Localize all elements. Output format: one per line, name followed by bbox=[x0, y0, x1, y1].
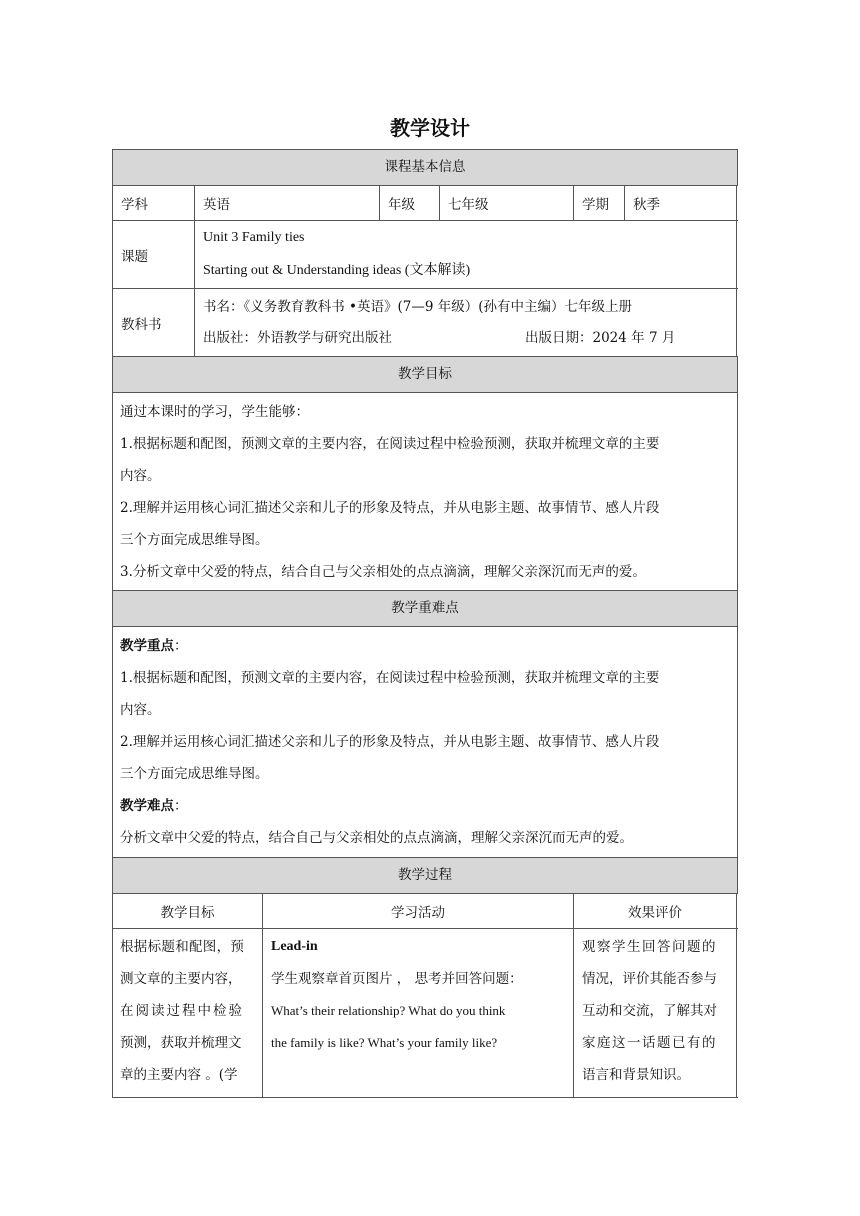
key-points-header: 教学重难点 bbox=[113, 591, 738, 626]
evaluation-line: 互动和交流，了解其对 bbox=[582, 1003, 717, 1019]
objectives-header-row bbox=[113, 357, 738, 393]
objective-line: 3.分析文章中父爱的特点，结合自己与父亲相处的点点滴滴，理解父亲深沉而无声的爱。 bbox=[120, 564, 646, 580]
course-info-header-row bbox=[113, 150, 738, 186]
goal-line: 章的主要内容 。(学 bbox=[120, 1067, 238, 1083]
subject-label: 学科 bbox=[113, 186, 195, 220]
evaluation-line: 家庭这一话题已有的 bbox=[582, 1035, 717, 1051]
column-header-activity: 学习活动 bbox=[263, 894, 574, 928]
goal-line: 在阅读过程中检验 bbox=[120, 1003, 244, 1019]
focus-line: 2.理解并运用核心词汇描述父亲和儿子的形象及特点，并从电影主题、故事情节、感人片段 bbox=[120, 734, 660, 750]
focus-colon: ： bbox=[174, 638, 188, 654]
goal-line: 根据标题和配图，预 bbox=[120, 939, 245, 955]
activity-line: the family is like? What’s your family like? bbox=[271, 1035, 498, 1050]
lesson-plan-table bbox=[112, 149, 738, 1098]
topic-label: 课题 bbox=[113, 221, 195, 288]
objective-line: 2.理解并运用核心词汇描述父亲和儿子的形象及特点，并从电影主题、故事情节、感人片段 bbox=[120, 500, 660, 516]
grade-label: 年级 bbox=[380, 186, 440, 220]
difficulty-heading bbox=[120, 790, 730, 822]
activity-line: What’s their relationship? What do you think bbox=[271, 1003, 506, 1018]
objectives-body bbox=[113, 393, 738, 590]
subject-row bbox=[113, 186, 738, 221]
key-points-body-row bbox=[113, 627, 738, 858]
course-info-header: 课程基本信息 bbox=[113, 150, 738, 185]
grade-value: 七年级 bbox=[440, 186, 574, 220]
evaluation-line: 观察学生回答问题的 bbox=[582, 939, 717, 955]
textbook-row bbox=[113, 289, 738, 357]
process-row bbox=[113, 929, 738, 1098]
process-activity-cell bbox=[263, 929, 574, 1097]
process-columns-row bbox=[113, 894, 738, 929]
focus-line: 三个方面完成思维导图。 bbox=[120, 766, 269, 782]
process-header: 教学过程 bbox=[113, 858, 738, 893]
textbook-label: 教科书 bbox=[113, 289, 195, 356]
textbook-value bbox=[195, 289, 737, 356]
objectives-intro: 通过本课时的学习，学生能够： bbox=[120, 404, 309, 420]
subject-value: 英语 bbox=[195, 186, 380, 220]
textbook-publish-line bbox=[203, 323, 728, 353]
process-header-row bbox=[113, 858, 738, 894]
topic-line-2: Starting out & Understanding ideas (文本解读) bbox=[203, 263, 471, 278]
topic-value bbox=[195, 221, 737, 288]
topic-row bbox=[113, 221, 738, 289]
goal-line: 预测，获取并梳理文 bbox=[120, 1035, 242, 1051]
textbook-title: 书名：《义务教育教科书 •英语》(7—9 年级）(孙有中主编）七年级上册 bbox=[203, 299, 633, 315]
process-goal-cell bbox=[113, 929, 263, 1097]
focus-line: 1.根据标题和配图，预测文章的主要内容，在阅读过程中检验预测，获取并梳理文章的主要 bbox=[120, 670, 660, 686]
term-value: 秋季 bbox=[625, 186, 737, 220]
focus-label: 教学重点 bbox=[120, 638, 174, 654]
column-header-evaluation: 效果评价 bbox=[574, 894, 737, 928]
evaluation-line: 语言和背景知识。 bbox=[582, 1067, 690, 1083]
term-label: 学期 bbox=[574, 186, 625, 220]
focus-line: 内容。 bbox=[120, 702, 161, 718]
objectives-header: 教学目标 bbox=[113, 357, 738, 392]
objective-line: 三个方面完成思维导图。 bbox=[120, 532, 269, 548]
goal-line: 测文章的主要内容， bbox=[120, 971, 242, 987]
page-title: 教学设计 bbox=[390, 116, 470, 140]
difficulty-text: 分析文章中父爱的特点，结合自己与父亲相处的点点滴滴，理解父亲深沉而无声的爱。 bbox=[120, 830, 633, 846]
column-header-goal: 教学目标 bbox=[113, 894, 263, 928]
activity-line: 学生观察章首页图片 ， 思考并回答问题： bbox=[271, 971, 523, 987]
difficulty-label: 教学难点 bbox=[120, 798, 174, 814]
difficulty-colon: ： bbox=[174, 798, 188, 814]
key-points-header-row bbox=[113, 591, 738, 627]
objective-line: 1.根据标题和配图，预测文章的主要内容，在阅读过程中检验预测，获取并梳理文章的主要 bbox=[120, 436, 660, 452]
objective-line: 内容。 bbox=[120, 468, 161, 484]
activity-title: Lead-in bbox=[271, 939, 318, 954]
publish-date: 出版日期：2024 年 7 月 bbox=[525, 330, 676, 346]
publisher: 出版社：外语教学与研究出版社 bbox=[203, 330, 392, 346]
topic-line-1: Unit 3 Family ties bbox=[203, 230, 305, 245]
key-points-body bbox=[113, 627, 738, 857]
objectives-body-row bbox=[113, 393, 738, 591]
focus-heading bbox=[120, 630, 730, 662]
evaluation-line: 情况，评价其能否参与 bbox=[582, 971, 717, 987]
process-evaluation-cell bbox=[574, 929, 737, 1097]
